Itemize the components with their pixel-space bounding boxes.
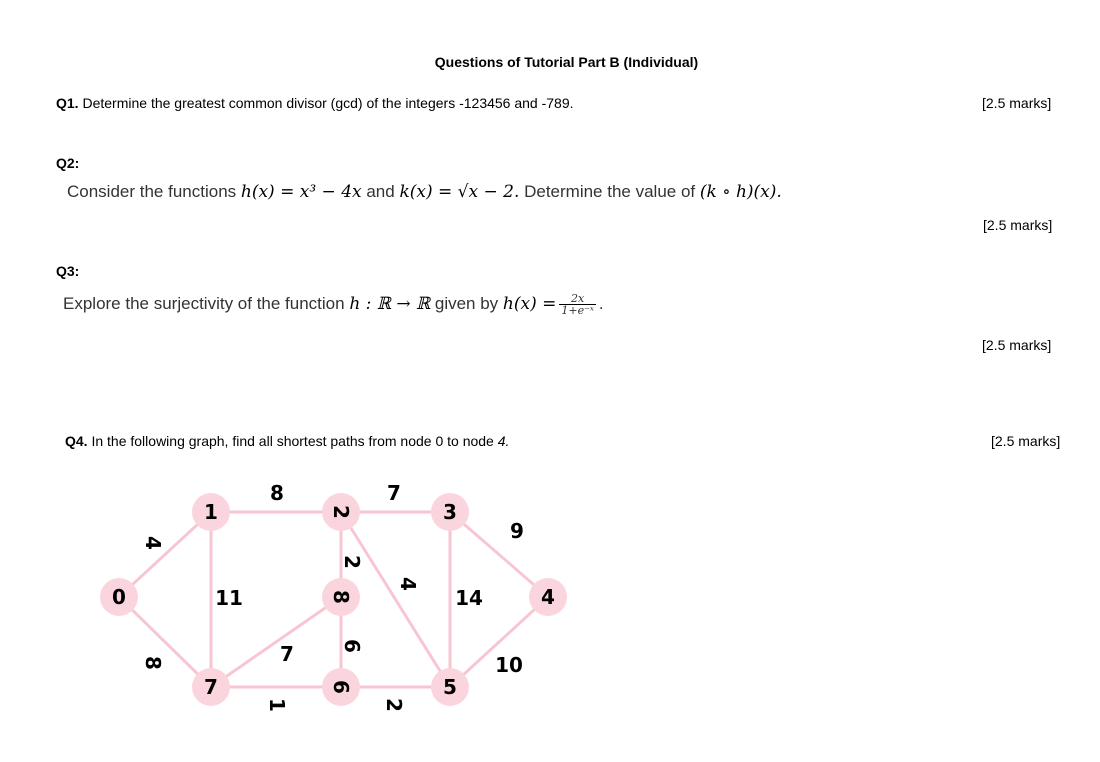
question-1-number: Q1. xyxy=(56,95,79,111)
question-4-number: Q4. xyxy=(65,433,88,449)
graph-node-label-5: 5 xyxy=(443,675,457,699)
fraction-numerator: 2x xyxy=(559,293,595,305)
graph-node-label-8: 8 xyxy=(329,590,353,604)
question-2-text-part2: Determine the value of xyxy=(524,182,696,201)
graph-node-label-7: 7 xyxy=(204,675,218,699)
graph-node-label-4: 4 xyxy=(541,585,555,609)
question-3-end: . xyxy=(598,293,604,313)
function-mapping: h : ℝ → ℝ xyxy=(349,293,431,314)
composition-formula: (k ∘ h)(x). xyxy=(699,182,782,202)
question-2-text-part1: Consider the functions xyxy=(67,182,237,201)
question-3-number: Q3: xyxy=(56,263,80,279)
graph-edge-0-7 xyxy=(119,597,211,687)
edge-weight-7-8: 7 xyxy=(280,642,294,666)
fraction-denominator: 1+e⁻ˣ xyxy=(561,304,594,317)
question-1-text: Determine the greatest common divisor (gcd) of the integers -123456 and -789. xyxy=(82,95,574,111)
edge-weight-0-1: 4 xyxy=(141,536,165,550)
question-3-marks: [2.5 marks] xyxy=(982,337,1052,353)
graph-edge-3-4 xyxy=(450,512,548,597)
question-3-text-part1: Explore the surjectivity of the function xyxy=(63,293,345,313)
edge-weight-3-4: 9 xyxy=(510,519,524,543)
function-k-formula: k(x) = √x − 2. xyxy=(399,182,520,202)
edge-weight-6-8: 6 xyxy=(340,639,364,653)
question-4-marks: [2.5 marks] xyxy=(991,433,1061,449)
graph-node-label-6: 6 xyxy=(329,680,353,694)
question-3-text-part2: given by xyxy=(434,293,499,313)
question-2-marks: [2.5 marks] xyxy=(983,217,1053,233)
question-1-marks: [2.5 marks] xyxy=(982,95,1052,111)
function-h-formula: h(x) = x³ − 4x xyxy=(240,182,362,202)
question-2-and: and xyxy=(366,182,395,201)
graph-node-label-3: 3 xyxy=(443,500,457,524)
question-2-number: Q2: xyxy=(56,155,80,171)
question-4-node-ref: 4. xyxy=(497,433,510,449)
edge-weight-6-7: 1 xyxy=(265,698,289,712)
graph-node-label-1: 1 xyxy=(204,500,218,524)
edge-weight-1-2: 8 xyxy=(270,481,284,505)
question-4-text: In the following graph, find all shortest paths from node 0 to node xyxy=(91,433,494,449)
graph-node-label-0: 0 xyxy=(112,585,126,609)
edge-weight-1-7: 11 xyxy=(215,586,243,610)
edge-weight-2-8: 2 xyxy=(340,555,364,569)
edge-weight-4-5: 10 xyxy=(495,653,523,677)
graph-node-label-2: 2 xyxy=(329,505,353,519)
edge-weight-0-7: 8 xyxy=(141,656,165,670)
graph-edge-7-8 xyxy=(211,597,341,687)
page-title: Questions of Tutorial Part B (Individual) xyxy=(434,54,699,70)
edge-weight-5-6: 2 xyxy=(382,698,406,712)
function-h-lhs: h(x) = xyxy=(502,293,557,314)
edge-weight-2-3: 7 xyxy=(387,481,401,505)
edge-weight-3-5: 14 xyxy=(455,586,483,610)
edge-weight-2-5: 4 xyxy=(396,577,420,591)
